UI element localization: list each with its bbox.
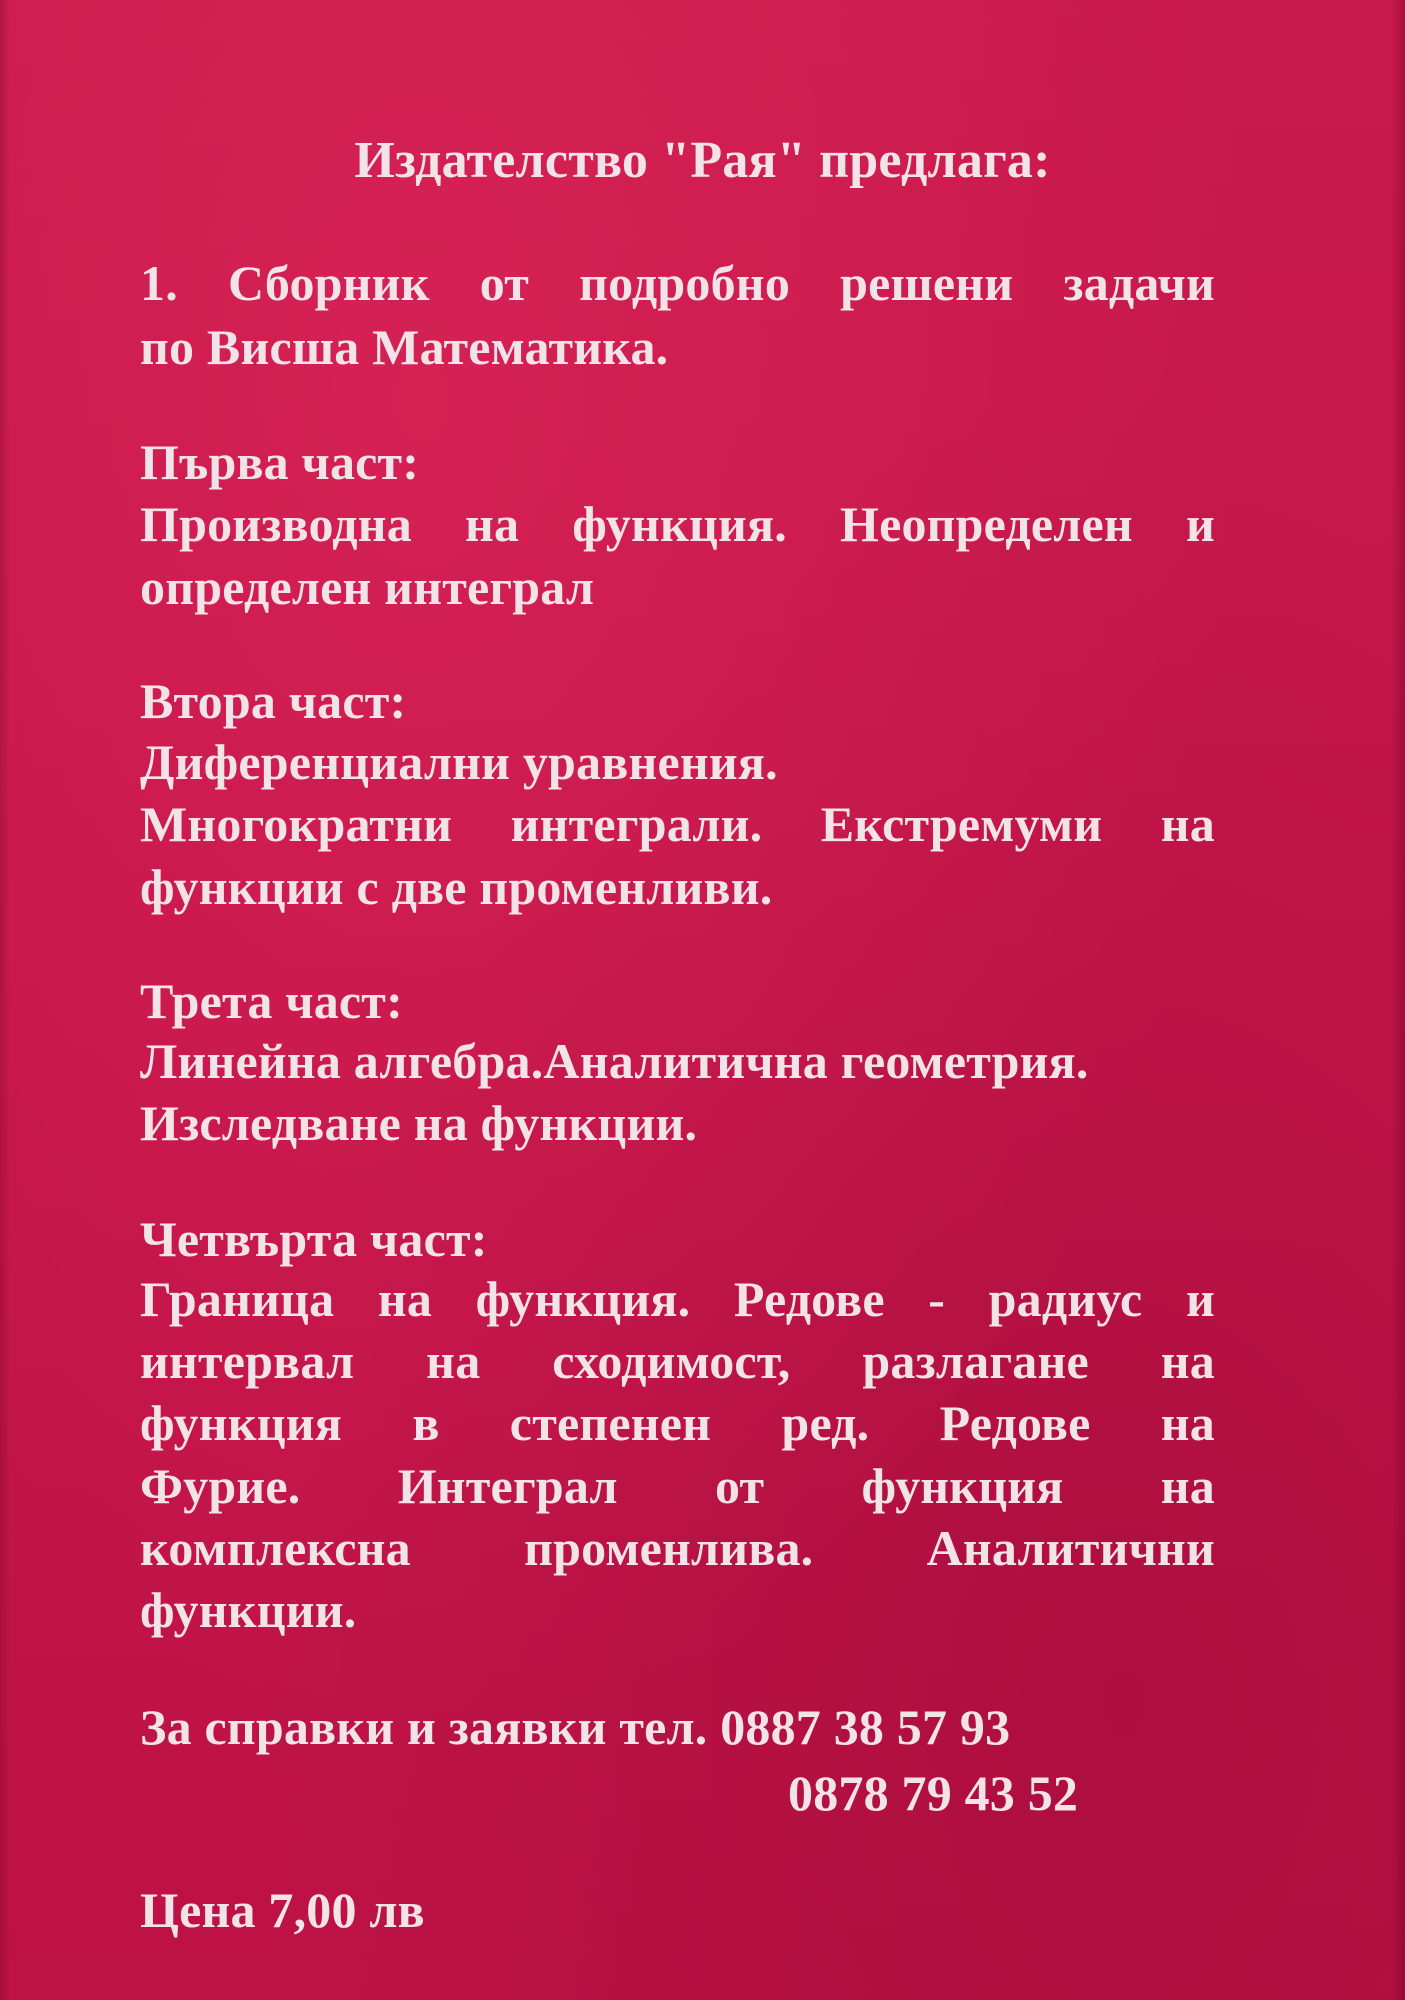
- part4-line-3: функция в степенен ред. Редове на: [140, 1395, 1215, 1451]
- part4-line-1: Граница на функция. Редове - радиус и: [140, 1271, 1215, 1327]
- contact-line: За справки и заявки тел. 0887 38 57 93: [140, 1699, 1011, 1755]
- item1-line-1: 1. Сборник от подробно решени задачи: [140, 255, 1215, 311]
- part4-line-6: функции.: [140, 1582, 357, 1638]
- part2-title: Втора част:: [140, 673, 407, 729]
- cover-left-edge: [0, 0, 10, 2000]
- part4-title: Четвърта част:: [140, 1211, 488, 1267]
- part2-line-3: функции с две променливи.: [140, 859, 773, 915]
- part3-title: Трета част:: [140, 973, 403, 1029]
- part2-line-1: Диференциални уравнения.: [140, 734, 778, 790]
- part1-line-1: Производна на функция. Неопределен и: [140, 496, 1215, 552]
- contact-phone-2: 0878 79 43 52: [788, 1765, 1079, 1821]
- part1-line-2: определен интеграл: [140, 559, 595, 615]
- part1-title: Първа част:: [140, 434, 420, 490]
- part2-line-2: Многократни интеграли. Екстремуми на: [140, 796, 1215, 852]
- part3-line-1: Линейна алгебра.Аналитична геометрия.: [140, 1033, 1089, 1089]
- part4-line-2: интервал на сходимост, разлагане на: [140, 1333, 1215, 1389]
- part3-line-2: Изследване на функции.: [140, 1095, 698, 1151]
- item1-line-2: по Висша Математика.: [140, 319, 669, 375]
- cover-right-edge: [1391, 0, 1405, 2000]
- publisher-header: Издателство "Рая" предлага:: [354, 132, 1051, 189]
- price-text: Цена 7,00 лв: [140, 1882, 425, 1938]
- part4-line-4: Фурие. Интеграл от функция на: [140, 1458, 1215, 1514]
- part4-line-5: комплексна променлива. Аналитични: [140, 1520, 1215, 1576]
